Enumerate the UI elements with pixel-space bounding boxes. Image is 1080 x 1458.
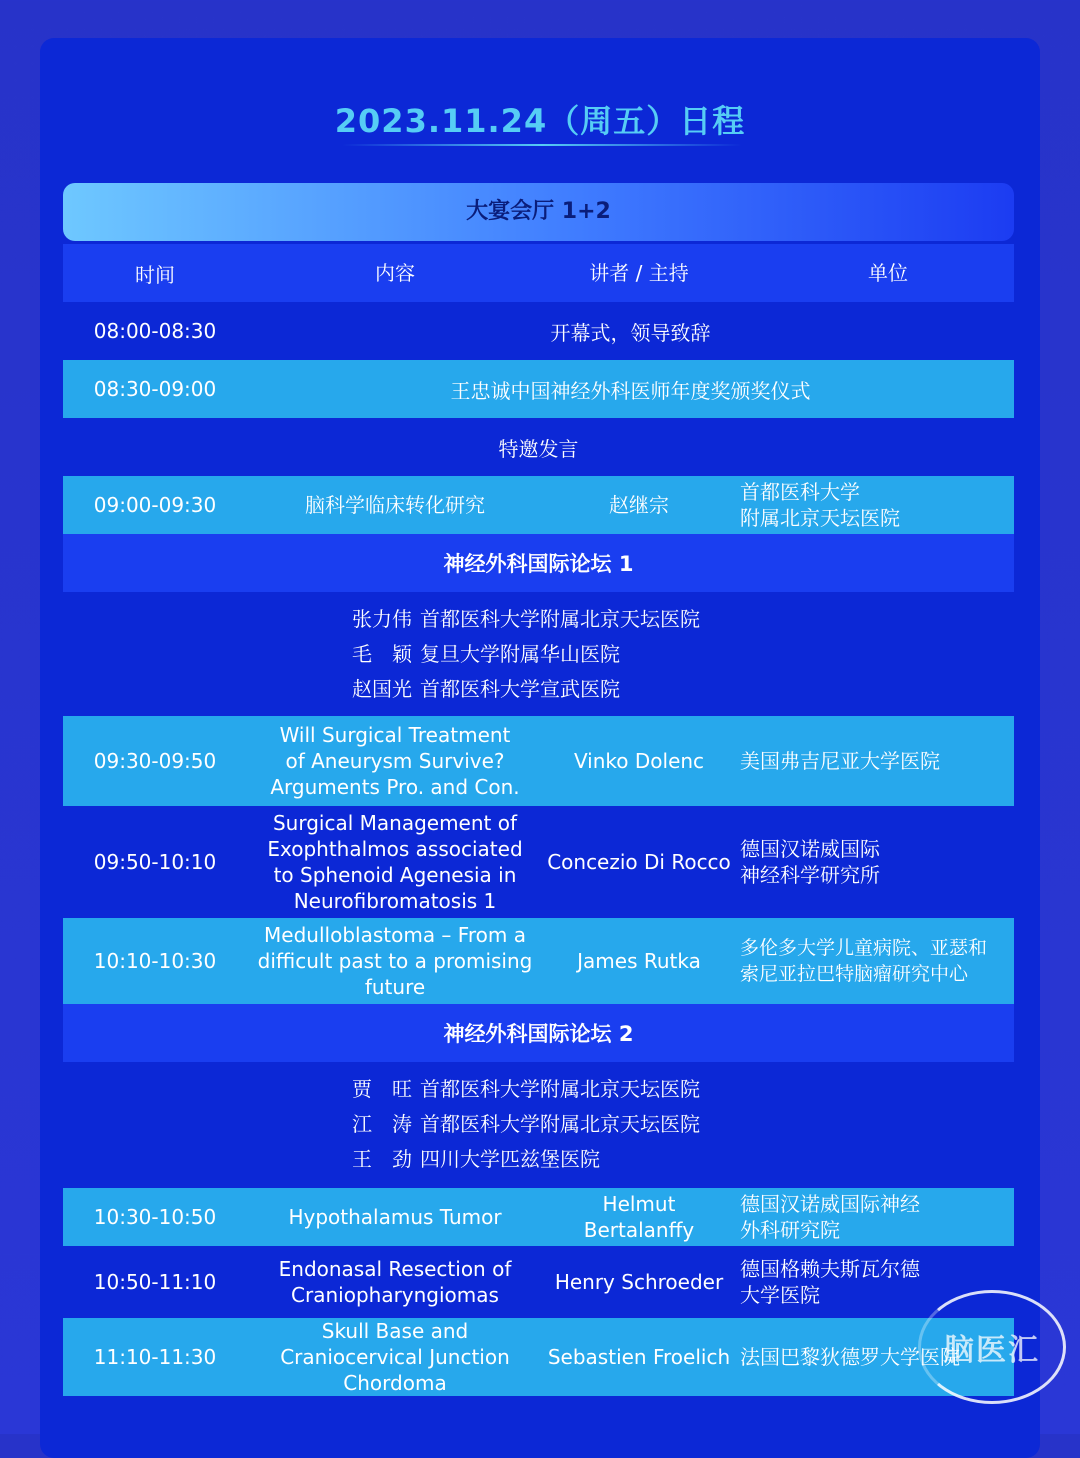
section-title: 特邀发言 [498,436,579,461]
row-content [247,716,543,806]
unit-line: 德国格赖夫斯瓦尔德 [740,1257,920,1281]
row-content: 脑科学临床转化研究 [305,493,485,517]
chair-row [352,672,620,707]
content-line: to Sphenoid Agenesia in [273,863,517,887]
chair-name: 赵国光 [352,677,412,701]
unit-line: 德国汉诺威国际 [740,837,880,861]
row-unit [740,918,1014,1004]
table-row-award [63,360,1014,418]
chair-unit: 首都医科大学附属北京天坛医院 [420,1112,700,1136]
row-time: 09:00-09:30 [93,493,217,517]
content-line: Neurofibromatosis 1 [293,889,497,913]
unit-line: 索尼亚拉巴特脑瘤研究中心 [740,963,969,985]
row-time: 11:10-11:30 [93,1345,217,1369]
chair-name: 王 劲 [352,1147,412,1171]
content-line: Surgical Management of [272,811,518,835]
row-unit: 法国巴黎狄德罗大学医院 [740,1345,960,1369]
table-row-special [63,476,1014,534]
section-special [63,418,1014,476]
unit-line: 外科研究院 [740,1218,840,1242]
chair-unit: 首都医科大学宣武医院 [420,677,620,701]
section-title: 神经外科国际论坛 1 [443,552,634,576]
row-event: 王忠诚中国神经外科医师年度奖颁奖仪式 [450,378,811,403]
chair-row [352,637,620,672]
chair-row [352,602,700,637]
chair-name: 江 涛 [352,1112,412,1136]
row-unit [740,806,1014,918]
unit-line: 德国汉诺威国际神经 [740,1192,920,1216]
row-time: 10:10-10:30 [93,949,217,973]
header-content: 内容 [375,261,415,285]
watermark-logo: 脑医汇 [918,1290,1066,1404]
row-speaker: Vinko Dolenc [573,749,705,773]
table-row [63,1246,1014,1318]
row-speaker [543,1188,735,1246]
hall-name: 大宴会厅 1+2 [466,199,611,224]
chair-name: 贾 旺 [352,1077,412,1101]
content-line: Endonasal Resection of [278,1257,512,1281]
header-time: 时间 [135,262,175,287]
row-speaker: Sebastien Froelich [547,1345,731,1369]
content-line: Skull Base and [321,1319,469,1343]
content-line: Will Surgical Treatment [279,723,511,747]
chair-row [352,1072,700,1107]
speaker-line: Helmut [602,1192,676,1216]
unit-line: 附属北京天坛医院 [740,506,900,530]
chair-row [352,1107,700,1142]
row-content [247,918,543,1004]
table-row [63,806,1014,918]
speaker-line: Bertalanffy [583,1218,695,1242]
content-line: Exophthalmos associated [267,837,523,861]
row-time: 10:30-10:50 [93,1205,217,1229]
unit-line: 神经科学研究所 [740,863,880,887]
chair-unit: 首都医科大学附属北京天坛医院 [420,1077,700,1101]
content-line: difficult past to a promising [257,949,533,973]
title-underline [342,144,742,146]
chair-unit: 复旦大学附属华山医院 [420,642,620,666]
row-time: 08:00-08:30 [93,319,217,343]
row-time: 08:30-09:00 [93,377,217,401]
row-time: 09:30-09:50 [93,749,217,773]
content-line: Craniocervical Junction [280,1345,510,1369]
table-row [63,716,1014,806]
table-row [63,918,1014,1004]
row-unit [740,1188,1014,1246]
chair-row [352,1142,600,1177]
row-content [247,806,543,918]
row-time: 10:50-11:10 [93,1270,217,1294]
section-title: 神经外科国际论坛 2 [443,1022,634,1046]
row-content [247,1318,543,1396]
content-line: Arguments Pro. and Con. [270,775,520,799]
section-forum-2 [63,1004,1014,1062]
section-forum-1 [63,534,1014,592]
unit-line: 首都医科大学 [740,480,860,504]
table-header [63,244,1014,302]
row-speaker: Henry Schroeder [554,1270,724,1294]
row-time: 09:50-10:10 [93,850,217,874]
unit-line: 大学医院 [740,1283,820,1307]
row-content: Hypothalamus Tumor [288,1205,502,1229]
content-line: of Aneurysm Survive? [285,749,505,773]
row-unit [740,476,1014,534]
chair-name: 毛 颖 [352,642,412,666]
page-title: 2023.11.24（周五）日程 [334,102,746,140]
content-line: Medulloblastoma – From a [264,923,526,947]
unit-line: 多伦多大学儿童病院、亚瑟和 [740,937,988,959]
header-unit: 单位 [868,261,908,285]
table-row [63,1318,1014,1396]
table-row [63,1188,1014,1246]
row-unit: 美国弗吉尼亚大学医院 [740,749,940,773]
table-row-opening [63,302,1014,360]
row-speaker: 赵继宗 [609,493,669,517]
chair-name: 张力伟 [352,607,412,631]
row-speaker: Concezio Di Rocco [547,850,731,874]
row-content [247,1246,543,1318]
content-line: future [364,975,426,999]
chair-unit: 四川大学匹兹堡医院 [420,1147,600,1171]
hall-banner [63,183,1014,241]
content-line: Chordoma [343,1371,447,1395]
row-event: 开幕式，领导致辞 [550,320,711,345]
header-speaker: 讲者 / 主持 [589,261,689,285]
content-line: Craniopharyngiomas [291,1283,499,1307]
chair-unit: 首都医科大学附属北京天坛医院 [420,607,700,631]
row-speaker: James Rutka [577,949,701,973]
